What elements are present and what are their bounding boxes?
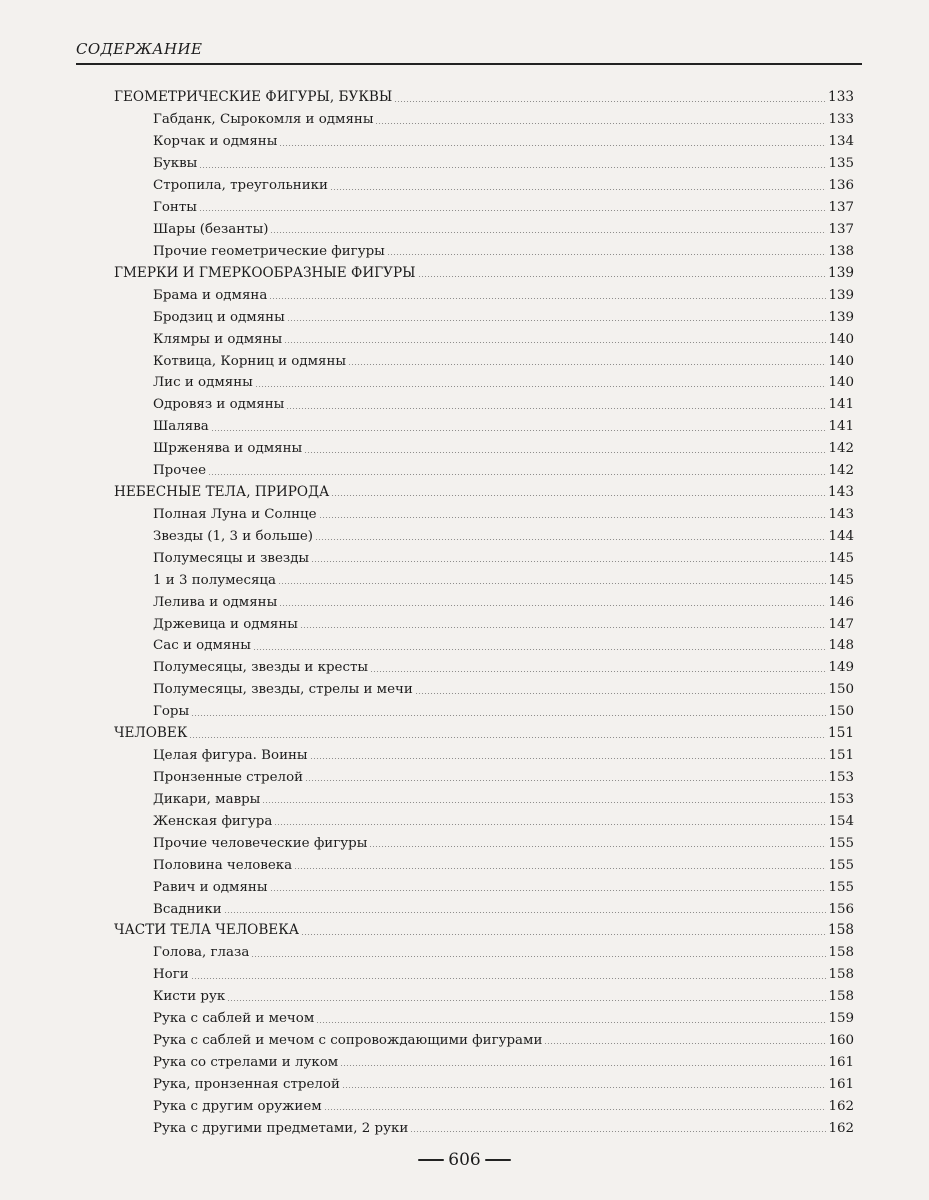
toc-entry-title: 1 и 3 полумесяца <box>153 572 276 588</box>
toc-entry-title: Полумесяцы, звезды, стрелы и мечи <box>153 682 413 698</box>
dot-leader <box>270 890 827 891</box>
toc-entry <box>153 983 854 1005</box>
toc-entry-title: Полумесяцы и звезды <box>153 550 310 566</box>
toc-entry-title: Сас и одмяны <box>153 638 251 654</box>
toc-entry <box>153 632 854 654</box>
toc-page-number: 155 <box>828 879 854 895</box>
toc-entry-title: ГЕОМЕТРИЧЕСКИЕ ФИГУРЫ, БУКВЫ <box>114 89 393 106</box>
dot-leader <box>369 846 826 847</box>
toc-page-number: 148 <box>828 638 854 654</box>
toc-entry <box>153 961 854 983</box>
toc-entry-title: Полумесяцы, звезды и кресты <box>153 660 369 676</box>
dot-leader <box>269 298 826 299</box>
toc-entry-title: Корчак и одмяны <box>153 134 278 150</box>
dot-leader <box>251 956 826 957</box>
dot-leader <box>227 1000 826 1001</box>
footer-dash-left <box>418 1159 444 1161</box>
toc-page-number: 133 <box>828 112 854 128</box>
toc-page-number: 138 <box>828 243 854 259</box>
toc-entry-title: ЧЕЛОВЕК <box>114 724 188 741</box>
toc-page-number: 137 <box>828 200 854 216</box>
toc-entry <box>153 216 854 238</box>
toc-entry <box>153 873 854 895</box>
toc-entry <box>153 939 854 961</box>
toc-entry <box>153 764 854 786</box>
toc-entry-title: Половина человека <box>153 857 293 873</box>
toc-entry <box>153 566 854 588</box>
toc-page-number: 144 <box>828 528 854 544</box>
toc-entry-title: ГМЕРКИ И ГМЕРКООБРАЗНЫЕ ФИГУРЫ <box>114 264 416 281</box>
toc-page-number: 162 <box>828 1120 854 1136</box>
toc-entry <box>153 194 854 216</box>
header-rule <box>76 63 862 65</box>
toc-entry <box>153 369 854 391</box>
toc-page-number: 158 <box>828 922 854 939</box>
toc-page-number: 146 <box>828 594 854 610</box>
toc-entry <box>153 128 854 150</box>
toc-entry <box>153 654 854 676</box>
toc-entry-title: Дикари, мавры <box>153 791 261 807</box>
toc-page-number: 141 <box>828 419 854 435</box>
toc-page-number: 159 <box>828 1011 854 1027</box>
toc-entry-title: Габданк, Сырокомля и одмяны <box>153 112 374 128</box>
dot-leader <box>284 342 826 343</box>
toc-section-entry <box>114 720 854 742</box>
toc-entry <box>153 851 854 873</box>
dot-leader <box>310 758 827 759</box>
toc-entry <box>153 413 854 435</box>
toc-page-number: 143 <box>828 506 854 522</box>
dot-leader <box>387 254 827 255</box>
toc-page-number: 142 <box>828 463 854 479</box>
toc-page-number: 135 <box>828 156 854 172</box>
toc-entry <box>153 435 854 457</box>
toc-section-entry <box>114 479 854 501</box>
dot-leader <box>370 671 826 672</box>
toc-entry <box>153 106 854 128</box>
dot-leader <box>340 1065 826 1066</box>
toc-entry <box>153 1048 854 1070</box>
toc-entry-title: Гонты <box>153 200 197 216</box>
dot-leader <box>315 539 826 540</box>
toc-entry-title: Женская фигура <box>153 813 273 829</box>
toc-entry-title: Лелива и одмяны <box>153 594 278 610</box>
toc-entry <box>153 698 854 720</box>
page-number: 606 <box>448 1150 481 1170</box>
dot-leader <box>287 320 827 321</box>
dot-leader <box>415 693 827 694</box>
toc-entry <box>153 807 854 829</box>
toc-page-number: 150 <box>828 682 854 698</box>
toc-entry-title: Рука со стрелами и луком <box>153 1054 339 1070</box>
dot-leader <box>324 1109 827 1110</box>
toc-entry-title: Рука с другими предметами, 2 руки <box>153 1120 409 1136</box>
toc-page-number: 160 <box>828 1033 854 1049</box>
dot-leader <box>304 452 826 453</box>
toc-page-number: 145 <box>828 550 854 566</box>
dot-leader <box>262 802 826 803</box>
toc-entry <box>153 742 854 764</box>
toc-entry-title: Клямры и одмяны <box>153 331 283 347</box>
toc-entry-title: Одровяз и одмяны <box>153 397 285 413</box>
toc-entry <box>153 829 854 851</box>
toc-entry <box>153 391 854 413</box>
toc-entry-title: Звезды (1, 3 и больше) <box>153 528 314 544</box>
toc-entry <box>153 1027 854 1049</box>
toc-entry <box>153 500 854 522</box>
toc-page-number: 150 <box>828 704 854 720</box>
toc-entry-title: Голова, глаза <box>153 945 250 961</box>
dot-leader <box>208 474 826 475</box>
dot-leader <box>278 583 826 584</box>
toc-page-number: 137 <box>828 222 854 237</box>
toc-entry <box>153 610 854 632</box>
toc-entry-title: Буквы <box>153 156 198 172</box>
dot-leader <box>311 561 826 562</box>
toc-entry <box>153 172 854 194</box>
toc-entry <box>153 347 854 369</box>
toc-entry-title: Прочие геометрические фигуры <box>153 243 385 259</box>
toc-page-number: 136 <box>828 178 854 194</box>
toc-page-number: 140 <box>828 375 854 391</box>
toc-section-entry <box>114 259 854 281</box>
dot-leader <box>279 145 826 146</box>
toc-section-entry <box>114 84 854 106</box>
toc-page-number: 158 <box>828 967 854 983</box>
dot-leader <box>255 386 827 387</box>
toc-page-number: 151 <box>828 748 854 764</box>
dot-leader <box>330 189 826 190</box>
dot-leader <box>270 232 826 233</box>
toc-entry <box>153 325 854 347</box>
toc-entry-title: НЕБЕСНЫЕ ТЕЛА, ПРИРОДА <box>114 483 330 500</box>
toc-entry-title: ЧАСТИ ТЕЛА ЧЕЛОВЕКА <box>114 922 300 939</box>
dot-leader <box>211 430 827 431</box>
toc-page-number: 153 <box>828 770 854 785</box>
dot-leader <box>319 517 827 518</box>
dot-leader <box>375 123 826 124</box>
dot-leader <box>331 495 826 496</box>
toc-entry <box>153 457 854 479</box>
dot-leader <box>418 276 827 277</box>
toc-entry-title: Полная Луна и Солнце <box>153 506 317 522</box>
toc-entry-title: Горы <box>153 704 190 720</box>
toc-entry <box>153 1092 854 1114</box>
toc-entry-title: Шары (безанты) <box>153 222 269 237</box>
toc-entry <box>153 1005 854 1027</box>
dot-leader <box>191 715 826 716</box>
dot-leader <box>300 627 826 628</box>
toc-entry <box>153 1070 854 1092</box>
toc-entry-title: Прочее <box>153 463 207 479</box>
toc-entry-title: Лис и одмяны <box>153 375 253 391</box>
toc-page-number: 140 <box>828 353 854 369</box>
running-header: СОДЕРЖАНИЕ <box>76 40 203 58</box>
toc-page-number: 139 <box>828 309 854 325</box>
dot-leader <box>316 1022 826 1023</box>
toc-entry-title: Стропила, треугольники <box>153 178 328 194</box>
dot-leader <box>224 912 827 913</box>
dot-leader <box>191 978 827 979</box>
dot-leader <box>253 649 827 650</box>
toc-entry-title: Држевица и одмяны <box>153 616 298 632</box>
dot-leader <box>189 737 826 738</box>
toc-page-number: 161 <box>828 1076 854 1092</box>
toc-entry-title: Рука, пронзенная стрелой <box>153 1076 340 1092</box>
toc-page-number: 141 <box>828 397 854 413</box>
toc-entry-title: Рука с другим оружием <box>153 1098 322 1114</box>
toc-page-number: 140 <box>828 331 854 347</box>
dot-leader <box>301 934 826 935</box>
toc-entry-title: Бродзиц и одмяны <box>153 309 285 325</box>
toc-page-number: 149 <box>828 660 854 676</box>
toc-page-number: 155 <box>828 857 854 873</box>
toc-entry <box>153 785 854 807</box>
page-footer <box>0 1150 929 1170</box>
toc-entry-title: Ноги <box>153 967 189 983</box>
toc-entry-title: Целая фигура. Воины <box>153 748 308 764</box>
toc-entry <box>153 303 854 325</box>
dot-leader <box>342 1087 827 1088</box>
toc-page-number: 154 <box>828 813 854 829</box>
toc-page-number: 161 <box>828 1054 854 1070</box>
dot-leader <box>199 210 827 211</box>
toc-page-number: 139 <box>828 287 854 303</box>
toc-entry <box>153 676 854 698</box>
dot-leader <box>274 824 826 825</box>
toc-entry-title: Пронзенные стрелой <box>153 770 304 785</box>
dot-leader <box>305 780 826 781</box>
dot-leader <box>279 605 826 606</box>
toc-entry-title: Котвица, Корниц и одмяны <box>153 353 347 369</box>
dot-leader <box>544 1043 826 1044</box>
dot-leader <box>394 101 826 102</box>
dot-leader <box>199 167 826 168</box>
toc-entry <box>153 237 854 259</box>
toc-entry-title: Шалява <box>153 419 209 435</box>
toc-page-number: 139 <box>828 264 854 281</box>
toc-page-number: 156 <box>828 901 854 917</box>
toc-page-number: 153 <box>828 791 854 807</box>
footer-dash-right <box>485 1159 511 1161</box>
toc-entry <box>153 544 854 566</box>
toc-page-number: 155 <box>828 835 854 851</box>
toc-entry-title: Брама и одмяна <box>153 287 268 303</box>
dot-leader <box>286 408 826 409</box>
toc-page-number: 134 <box>828 134 854 150</box>
toc-entry <box>153 281 854 303</box>
toc-entry-title: Рука с саблей и мечом с сопровождающими фигурами <box>153 1033 543 1049</box>
dot-leader <box>294 868 826 869</box>
toc-entry <box>153 1114 854 1136</box>
dot-leader <box>410 1131 826 1132</box>
toc-section-entry <box>114 917 854 939</box>
toc-page-number: 151 <box>828 724 854 741</box>
dot-leader <box>348 364 826 365</box>
toc-page-number: 143 <box>828 483 854 500</box>
toc-page-number: 133 <box>828 89 854 106</box>
toc-page-number: 142 <box>828 441 854 457</box>
toc-page-number: 145 <box>828 572 854 588</box>
toc-entry-title: Равич и одмяны <box>153 879 268 895</box>
toc-page-number: 147 <box>828 616 854 632</box>
toc-entry <box>153 150 854 172</box>
toc-page-number: 158 <box>828 989 854 1005</box>
toc-entry-title: Рука с саблей и мечом <box>153 1011 315 1027</box>
toc-page-number: 162 <box>828 1098 854 1114</box>
toc-page-number: 158 <box>828 945 854 961</box>
toc-entry-title: Кисти рук <box>153 989 226 1005</box>
toc-entry <box>153 895 854 917</box>
toc-entry-title: Прочие человеческие фигуры <box>153 835 368 851</box>
toc-entry <box>153 588 854 610</box>
toc-entry-title: Всадники <box>153 901 222 917</box>
toc-entry <box>153 522 854 544</box>
toc-entry-title: Шрженява и одмяны <box>153 441 303 457</box>
